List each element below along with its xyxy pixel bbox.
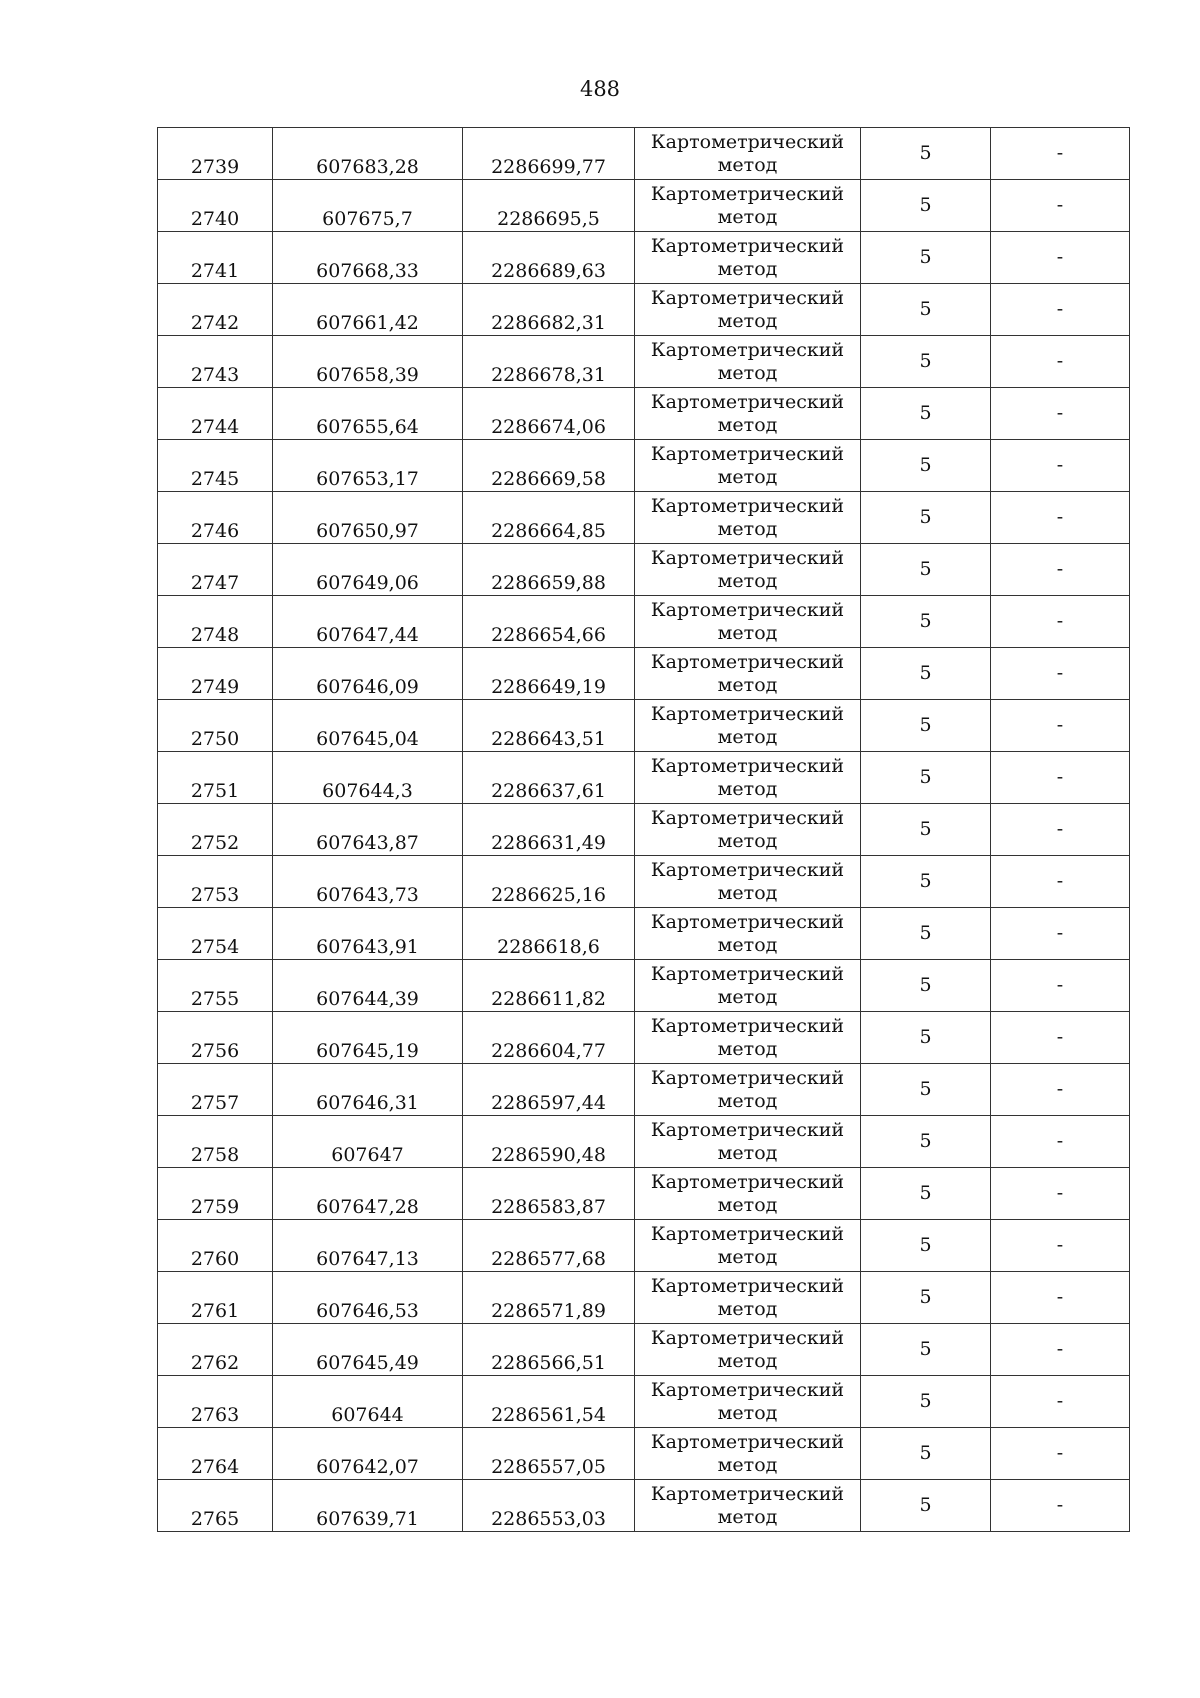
accuracy-cell: 5 [861,180,991,232]
method-cell [635,908,861,960]
accuracy-cell: 5 [861,960,991,1012]
x-coordinate-cell: 607643,91 [273,908,463,960]
accuracy-cell: 5 [861,1480,991,1532]
note-cell: - [991,1064,1130,1116]
y-coordinate-cell: 2286654,66 [463,596,635,648]
method-line-1: Картометрический [650,910,845,933]
note-cell: - [991,440,1130,492]
method-line-1: Картометрический [650,182,845,205]
accuracy-cell: 5 [861,336,991,388]
method-line-2: метод [717,1505,778,1528]
table-row [158,856,1130,908]
y-coordinate-cell: 2286659,88 [463,544,635,596]
note-cell: - [991,1220,1130,1272]
x-coordinate-cell: 607650,97 [273,492,463,544]
method-cell [635,388,861,440]
point-number-cell: 2761 [158,1272,273,1324]
method-line-2: метод [717,1037,778,1060]
method-cell [635,1116,861,1168]
point-number-cell: 2763 [158,1376,273,1428]
method-cell [635,1012,861,1064]
point-number-cell: 2744 [158,388,273,440]
y-coordinate-cell: 2286561,54 [463,1376,635,1428]
x-coordinate-cell: 607644 [273,1376,463,1428]
method-line-1: Картометрический [650,1274,845,1297]
method-line-1: Картометрический [650,494,845,517]
coordinates-table-body [158,128,1130,1532]
accuracy-cell: 5 [861,1376,991,1428]
method-line-2: метод [717,257,778,280]
table-row [158,908,1130,960]
y-coordinate-cell: 2286618,6 [463,908,635,960]
point-number-cell: 2748 [158,596,273,648]
table-row [158,648,1130,700]
x-coordinate-cell: 607647,28 [273,1168,463,1220]
method-cell [635,232,861,284]
point-number-cell: 2750 [158,700,273,752]
point-number-cell: 2752 [158,804,273,856]
x-coordinate-cell: 607646,31 [273,1064,463,1116]
table-row [158,1480,1130,1532]
point-number-cell: 2740 [158,180,273,232]
note-cell: - [991,960,1130,1012]
y-coordinate-cell: 2286611,82 [463,960,635,1012]
y-coordinate-cell: 2286625,16 [463,856,635,908]
method-cell [635,544,861,596]
method-line-1: Картометрический [650,1170,845,1193]
point-number-cell: 2749 [158,648,273,700]
accuracy-cell: 5 [861,544,991,596]
note-cell: - [991,1116,1130,1168]
accuracy-cell: 5 [861,388,991,440]
method-line-1: Картометрический [650,598,845,621]
accuracy-cell: 5 [861,700,991,752]
method-line-1: Картометрический [650,234,845,257]
accuracy-cell: 5 [861,1324,991,1376]
method-line-1: Картометрический [650,650,845,673]
coordinates-table [157,127,1130,1532]
table-row [158,388,1130,440]
table-row [158,232,1130,284]
method-line-2: метод [717,673,778,696]
y-coordinate-cell: 2286643,51 [463,700,635,752]
accuracy-cell: 5 [861,440,991,492]
table-row [158,1220,1130,1272]
point-number-cell: 2759 [158,1168,273,1220]
accuracy-cell: 5 [861,492,991,544]
point-number-cell: 2751 [158,752,273,804]
x-coordinate-cell: 607655,64 [273,388,463,440]
accuracy-cell: 5 [861,284,991,336]
note-cell: - [991,1324,1130,1376]
method-line-2: метод [717,1297,778,1320]
point-number-cell: 2743 [158,336,273,388]
method-line-1: Картометрический [650,858,845,881]
method-cell [635,1480,861,1532]
table-row [158,180,1130,232]
method-cell [635,804,861,856]
method-cell [635,336,861,388]
y-coordinate-cell: 2286669,58 [463,440,635,492]
method-line-2: метод [717,725,778,748]
accuracy-cell: 5 [861,1428,991,1480]
point-number-cell: 2739 [158,128,273,180]
point-number-cell: 2756 [158,1012,273,1064]
method-cell [635,960,861,1012]
note-cell: - [991,232,1130,284]
method-cell [635,856,861,908]
x-coordinate-cell: 607646,09 [273,648,463,700]
point-number-cell: 2747 [158,544,273,596]
accuracy-cell: 5 [861,1272,991,1324]
table-row [158,336,1130,388]
table-row [158,1272,1130,1324]
note-cell: - [991,648,1130,700]
method-cell [635,1168,861,1220]
x-coordinate-cell: 607645,04 [273,700,463,752]
accuracy-cell: 5 [861,128,991,180]
y-coordinate-cell: 2286553,03 [463,1480,635,1532]
method-line-1: Картометрический [650,1430,845,1453]
accuracy-cell: 5 [861,908,991,960]
table-row [158,596,1130,648]
method-line-2: метод [717,1401,778,1424]
method-line-1: Картометрический [650,806,845,829]
method-line-1: Картометрический [650,1378,845,1401]
x-coordinate-cell: 607647,44 [273,596,463,648]
x-coordinate-cell: 607675,7 [273,180,463,232]
method-line-1: Картометрический [650,1482,845,1505]
table-row [158,1064,1130,1116]
note-cell: - [991,856,1130,908]
method-line-2: метод [717,413,778,436]
method-cell [635,1272,861,1324]
method-line-1: Картометрический [650,390,845,413]
x-coordinate-cell: 607644,39 [273,960,463,1012]
table-row [158,1012,1130,1064]
note-cell: - [991,180,1130,232]
table-row [158,1428,1130,1480]
y-coordinate-cell: 2286689,63 [463,232,635,284]
method-line-1: Картометрический [650,1326,845,1349]
method-cell [635,440,861,492]
x-coordinate-cell: 607643,73 [273,856,463,908]
table-row [158,440,1130,492]
method-cell [635,1324,861,1376]
point-number-cell: 2741 [158,232,273,284]
x-coordinate-cell: 607668,33 [273,232,463,284]
note-cell: - [991,128,1130,180]
note-cell: - [991,492,1130,544]
method-line-2: метод [717,1349,778,1372]
x-coordinate-cell: 607645,49 [273,1324,463,1376]
method-line-2: метод [717,621,778,644]
method-cell [635,180,861,232]
method-line-2: метод [717,1193,778,1216]
point-number-cell: 2745 [158,440,273,492]
method-cell [635,752,861,804]
y-coordinate-cell: 2286604,77 [463,1012,635,1064]
point-number-cell: 2765 [158,1480,273,1532]
y-coordinate-cell: 2286695,5 [463,180,635,232]
x-coordinate-cell: 607661,42 [273,284,463,336]
y-coordinate-cell: 2286682,31 [463,284,635,336]
accuracy-cell: 5 [861,596,991,648]
method-cell [635,1220,861,1272]
method-line-1: Картометрический [650,286,845,309]
y-coordinate-cell: 2286557,05 [463,1428,635,1480]
y-coordinate-cell: 2286577,68 [463,1220,635,1272]
point-number-cell: 2746 [158,492,273,544]
y-coordinate-cell: 2286571,89 [463,1272,635,1324]
table-row [158,1376,1130,1428]
method-line-1: Картометрический [650,1118,845,1141]
table-row [158,752,1130,804]
method-line-2: метод [717,517,778,540]
method-line-2: метод [717,881,778,904]
x-coordinate-cell: 607644,3 [273,752,463,804]
x-coordinate-cell: 607683,28 [273,128,463,180]
y-coordinate-cell: 2286590,48 [463,1116,635,1168]
table-row [158,960,1130,1012]
x-coordinate-cell: 607658,39 [273,336,463,388]
method-line-2: метод [717,933,778,956]
point-number-cell: 2753 [158,856,273,908]
y-coordinate-cell: 2286637,61 [463,752,635,804]
accuracy-cell: 5 [861,1012,991,1064]
point-number-cell: 2757 [158,1064,273,1116]
note-cell: - [991,1428,1130,1480]
y-coordinate-cell: 2286583,87 [463,1168,635,1220]
point-number-cell: 2755 [158,960,273,1012]
x-coordinate-cell: 607646,53 [273,1272,463,1324]
method-cell [635,284,861,336]
y-coordinate-cell: 2286699,77 [463,128,635,180]
y-coordinate-cell: 2286597,44 [463,1064,635,1116]
point-number-cell: 2764 [158,1428,273,1480]
table-row [158,128,1130,180]
point-number-cell: 2742 [158,284,273,336]
method-line-1: Картометрический [650,1066,845,1089]
method-line-2: метод [717,153,778,176]
note-cell: - [991,700,1130,752]
x-coordinate-cell: 607642,07 [273,1428,463,1480]
method-cell [635,1064,861,1116]
method-line-1: Картометрический [650,338,845,361]
method-line-2: метод [717,1141,778,1164]
note-cell: - [991,1168,1130,1220]
table-row [158,1324,1130,1376]
accuracy-cell: 5 [861,804,991,856]
method-cell [635,492,861,544]
x-coordinate-cell: 607653,17 [273,440,463,492]
method-line-2: метод [717,829,778,852]
method-line-2: метод [717,985,778,1008]
table-row [158,492,1130,544]
method-cell [635,1376,861,1428]
method-line-2: метод [717,777,778,800]
y-coordinate-cell: 2286631,49 [463,804,635,856]
point-number-cell: 2762 [158,1324,273,1376]
note-cell: - [991,1012,1130,1064]
y-coordinate-cell: 2286664,85 [463,492,635,544]
method-line-1: Картометрический [650,1014,845,1037]
accuracy-cell: 5 [861,232,991,284]
note-cell: - [991,336,1130,388]
point-number-cell: 2758 [158,1116,273,1168]
method-line-1: Картометрический [650,546,845,569]
method-line-1: Картометрический [650,962,845,985]
accuracy-cell: 5 [861,1220,991,1272]
table-row [158,1168,1130,1220]
accuracy-cell: 5 [861,1116,991,1168]
x-coordinate-cell: 607649,06 [273,544,463,596]
method-cell [635,700,861,752]
method-cell [635,596,861,648]
note-cell: - [991,1480,1130,1532]
note-cell: - [991,1376,1130,1428]
note-cell: - [991,284,1130,336]
method-line-1: Картометрический [650,130,845,153]
method-line-1: Картометрический [650,754,845,777]
y-coordinate-cell: 2286674,06 [463,388,635,440]
note-cell: - [991,544,1130,596]
method-line-1: Картометрический [650,1222,845,1245]
point-number-cell: 2754 [158,908,273,960]
note-cell: - [991,752,1130,804]
y-coordinate-cell: 2286566,51 [463,1324,635,1376]
method-line-2: метод [717,361,778,384]
table-row [158,1116,1130,1168]
x-coordinate-cell: 607647,13 [273,1220,463,1272]
method-cell [635,128,861,180]
table-row [158,544,1130,596]
accuracy-cell: 5 [861,1168,991,1220]
x-coordinate-cell: 607645,19 [273,1012,463,1064]
point-number-cell: 2760 [158,1220,273,1272]
accuracy-cell: 5 [861,648,991,700]
x-coordinate-cell: 607643,87 [273,804,463,856]
note-cell: - [991,908,1130,960]
note-cell: - [991,596,1130,648]
note-cell: - [991,1272,1130,1324]
method-line-1: Картометрический [650,442,845,465]
method-line-2: метод [717,465,778,488]
method-cell [635,648,861,700]
table-row [158,284,1130,336]
y-coordinate-cell: 2286678,31 [463,336,635,388]
table-row [158,700,1130,752]
accuracy-cell: 5 [861,752,991,804]
y-coordinate-cell: 2286649,19 [463,648,635,700]
method-cell [635,1428,861,1480]
accuracy-cell: 5 [861,1064,991,1116]
accuracy-cell: 5 [861,856,991,908]
method-line-1: Картометрический [650,702,845,725]
method-line-2: метод [717,1245,778,1268]
x-coordinate-cell: 607647 [273,1116,463,1168]
method-line-2: метод [717,569,778,592]
method-line-2: метод [717,205,778,228]
note-cell: - [991,804,1130,856]
note-cell: - [991,388,1130,440]
method-line-2: метод [717,1089,778,1112]
method-line-2: метод [717,1453,778,1476]
table-row [158,804,1130,856]
x-coordinate-cell: 607639,71 [273,1480,463,1532]
page-number: 488 [579,77,621,101]
method-line-2: метод [717,309,778,332]
